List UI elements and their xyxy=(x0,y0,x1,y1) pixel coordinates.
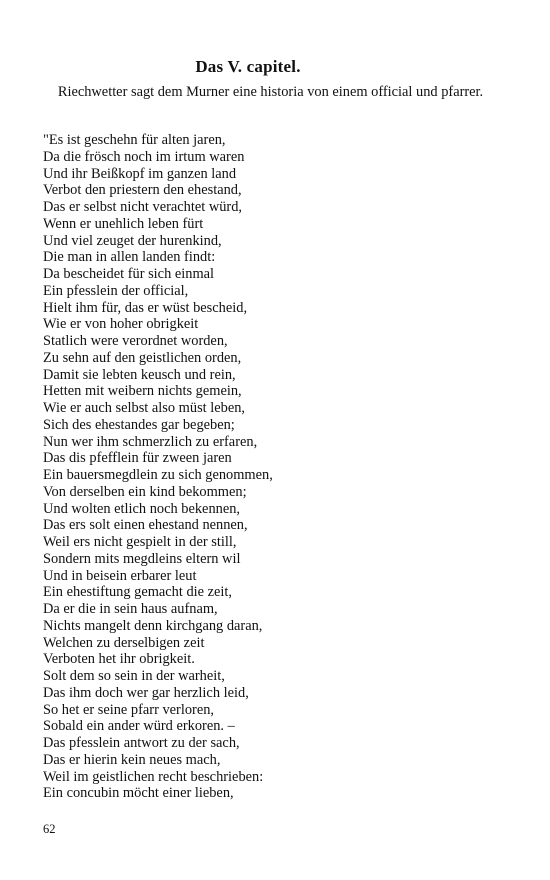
poem-line: Verbot den priestern den ehestand, xyxy=(43,182,242,199)
poem-line: Nichts mangelt denn kirchgang daran, xyxy=(43,617,263,634)
poem-line: Welchen zu derselbigen zeit xyxy=(43,634,205,651)
poem-line: Und ihr Beißkopf im ganzen land xyxy=(43,165,237,182)
poem-line: Da er die in sein haus aufnam, xyxy=(43,601,218,617)
poem-line: Sobald ein ander würd erkoren. – xyxy=(43,718,235,735)
poem-line: Wie er von hoher obrigkeit xyxy=(43,316,199,333)
poem-line: Weil im geistlichen recht beschrieben: xyxy=(43,768,264,785)
poem-line: Das ihm doch wer gar herzlich leid, xyxy=(43,684,249,701)
poem-line: Sich des ehestandes gar begeben; xyxy=(43,416,235,433)
poem-line: Das pfesslein antwort zu der sach, xyxy=(43,735,240,751)
poem-line: Ein bauersmegdlein zu sich genommen, xyxy=(43,467,273,483)
poem-line: So het er seine pfarr verloren, xyxy=(43,701,215,718)
poem-line: Wie er auch selbst also müst leben, xyxy=(43,400,246,416)
poem-line: Weil ers nicht gespielt in der still, xyxy=(43,534,237,550)
poem-line: Damit sie lebten keusch und rein, xyxy=(43,366,236,383)
poem-line: Hielt ihm für, das er wüst bescheid, xyxy=(43,299,248,316)
poem-line: Zu sehn auf den geistlichen orden, xyxy=(43,349,242,366)
poem-line: Das dis pfefflein für zween jaren xyxy=(43,450,232,467)
poem-line: Das er hierin kein neues mach, xyxy=(43,751,221,768)
poem-line: Da bescheidet für sich einmal xyxy=(43,266,215,282)
page-number: 62 xyxy=(43,822,56,836)
poem-line: Ein pfesslein der official, xyxy=(43,282,189,299)
poem-line: Das er selbst nicht verachtet würd, xyxy=(43,199,243,215)
poem-line: Von derselben ein kind bekommen; xyxy=(43,483,247,500)
poem-line: Und viel zeuget der hurenkind, xyxy=(43,232,222,249)
poem-line: Ein concubin möcht einer lieben, xyxy=(43,785,234,802)
poem-line: Und wolten etlich noch bekennen, xyxy=(43,500,241,517)
poem-line: Statlich were verordnet worden, xyxy=(43,333,228,349)
poem-line: Die man in allen landen findt: xyxy=(43,249,216,266)
poem-line: Nun wer ihm schmerzlich zu erfaren, xyxy=(43,433,258,450)
chapter-title: Das V. capitel. xyxy=(195,57,301,76)
poem-line: "Es ist geschehn für alten jaren, xyxy=(43,132,226,148)
poem-line: Verboten het ihr obrigkeit. xyxy=(43,651,195,668)
poem-line: Ein ehestiftung gemacht die zeit, xyxy=(43,584,233,601)
poem-line: Wenn er unehlich leben fürt xyxy=(43,215,204,232)
poem-line: Hetten mit weibern nichts gemein, xyxy=(43,383,242,400)
poem-line: Sondern mits megdleins eltern wil xyxy=(43,550,241,567)
poem-line: Das ers solt einen ehestand nennen, xyxy=(43,517,248,534)
chapter-subtitle: Riechwetter sagt dem Murner eine historia von einem official und pfarrer. xyxy=(57,84,484,100)
poem-line: Und in beisein erbarer leut xyxy=(43,567,197,584)
poem-text xyxy=(43,132,503,802)
poem-line: Solt dem so sein in der warheit, xyxy=(43,668,225,684)
poem-line: Da die frösch noch im irtum waren xyxy=(43,148,245,165)
